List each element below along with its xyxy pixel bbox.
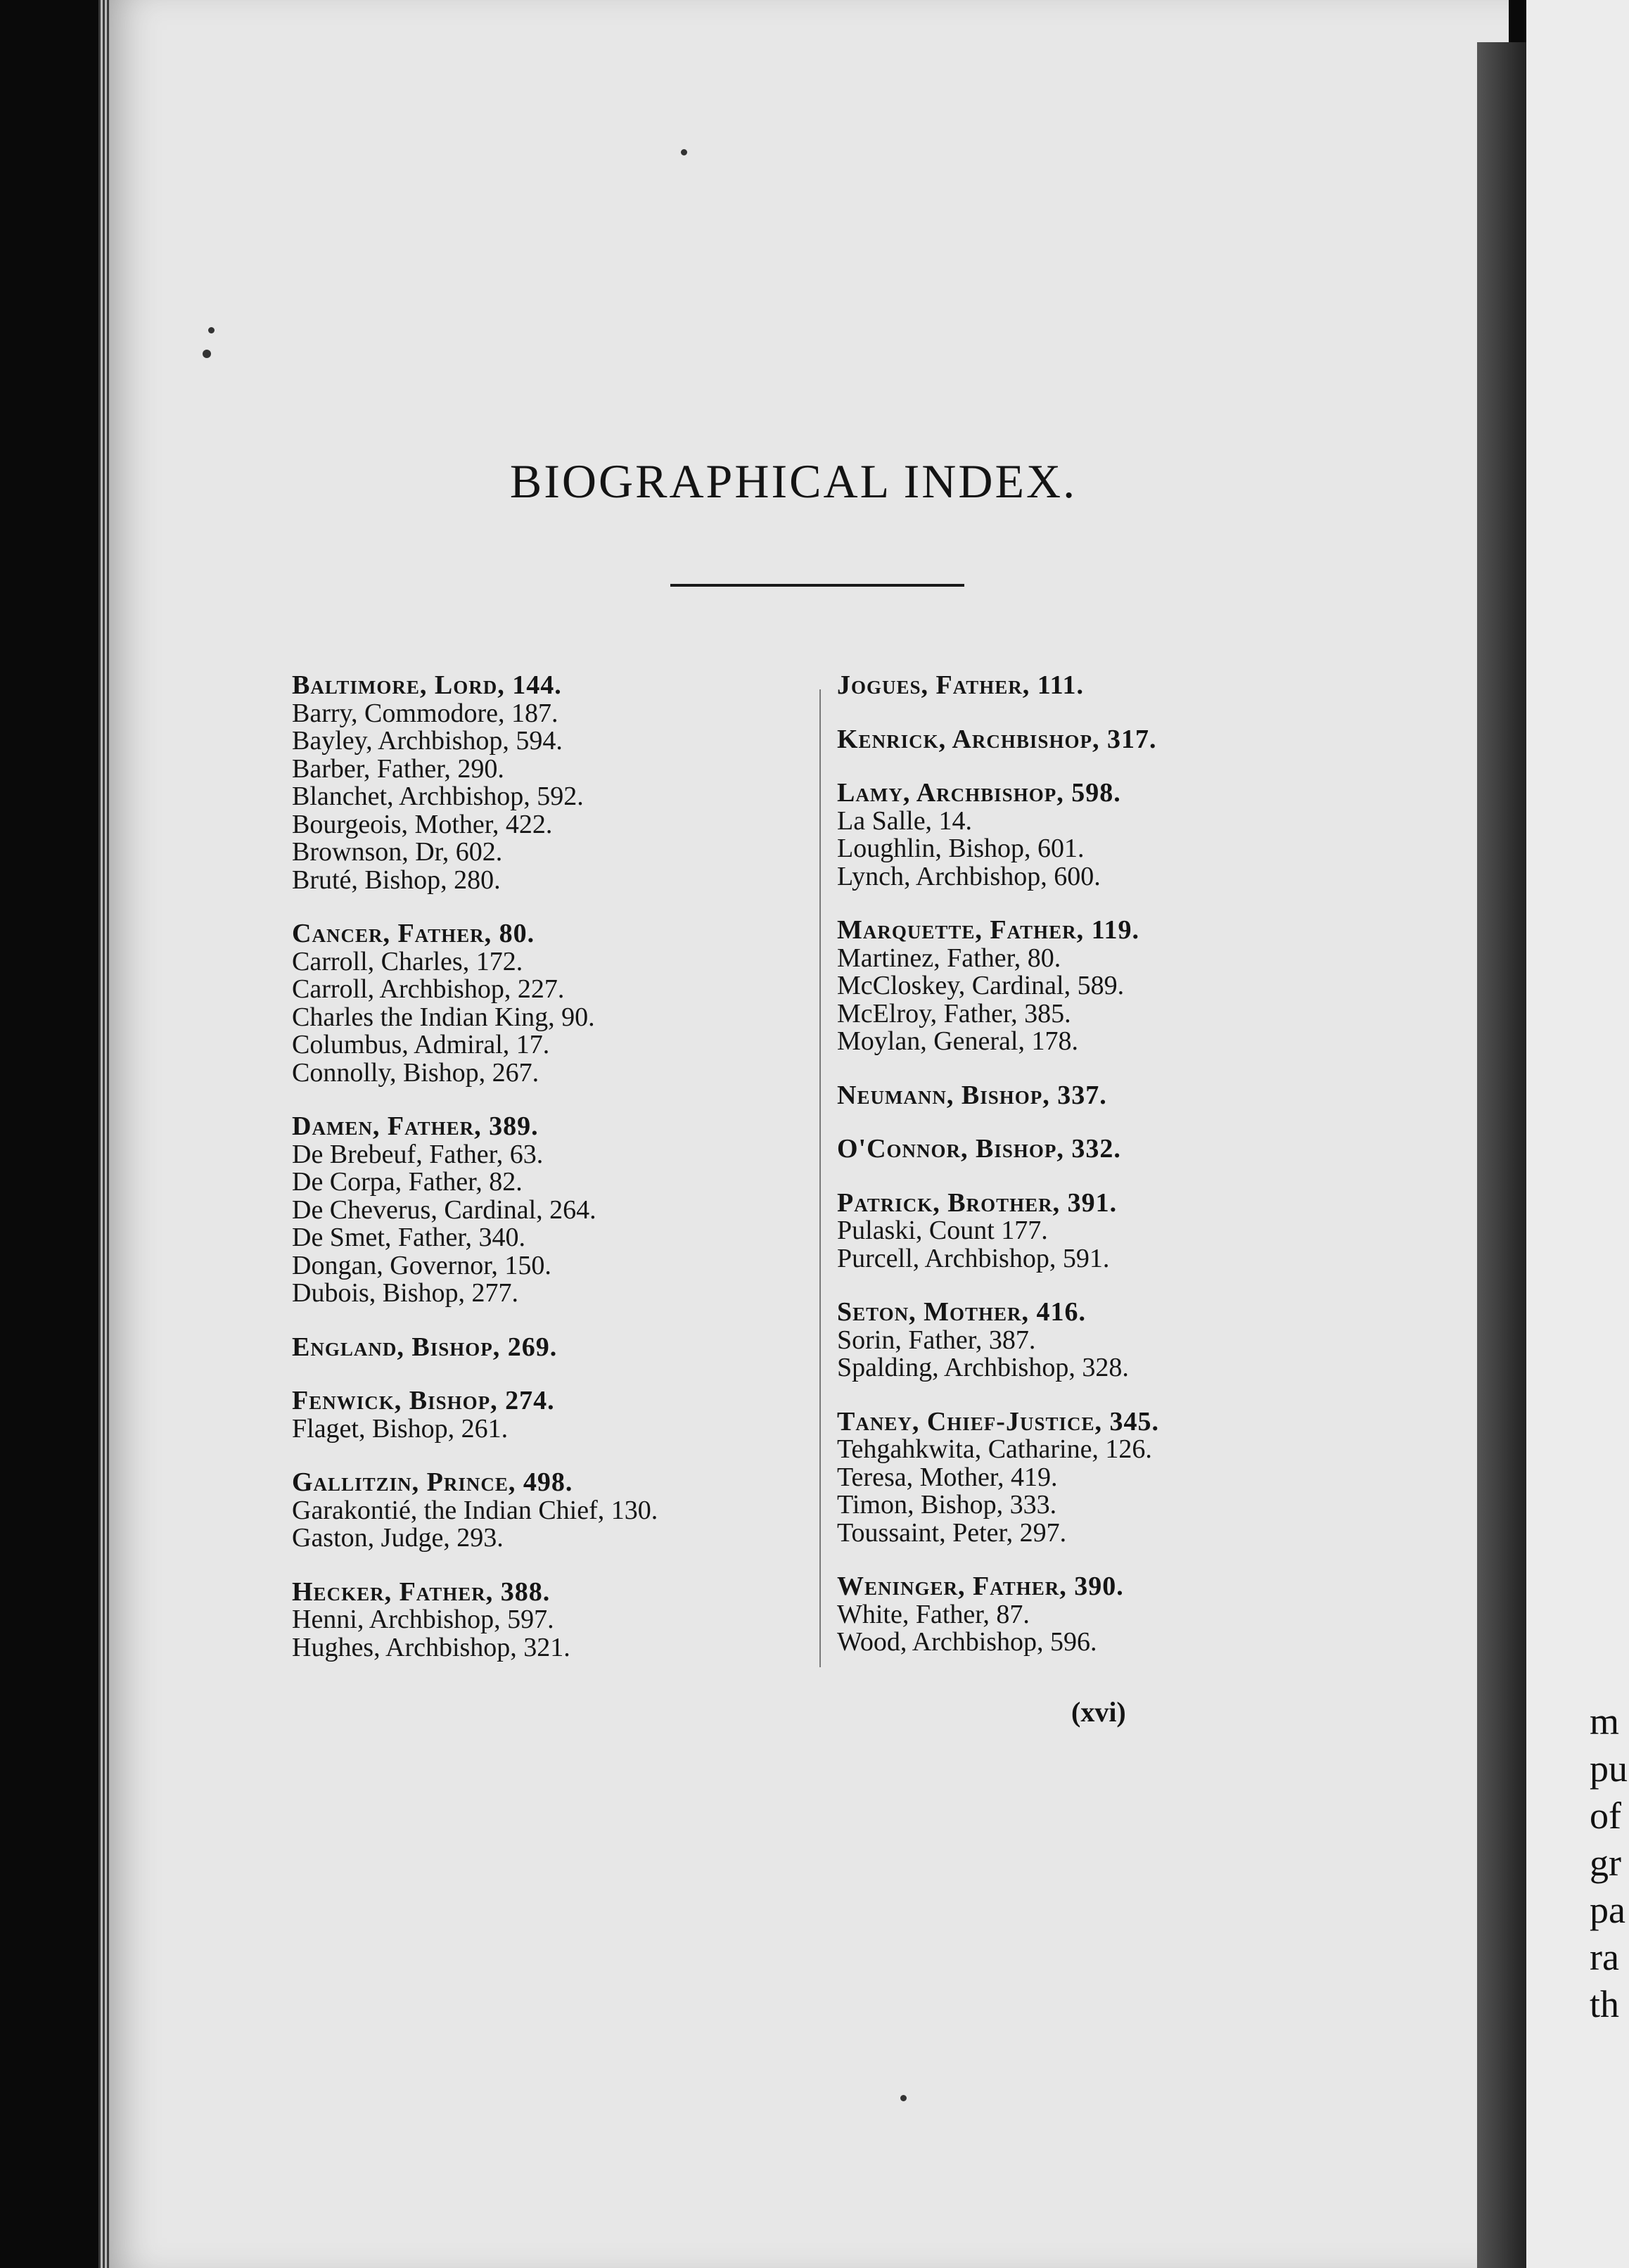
index-entry: Bayley, Archbishop, 594. bbox=[292, 726, 563, 756]
index-entry-head: Neumann, Bishop, 337. bbox=[837, 1080, 1107, 1110]
index-entry: Moylan, General, 178. bbox=[837, 1026, 1078, 1056]
index-group bbox=[292, 672, 658, 894]
facing-page-fragment: gr bbox=[1590, 1842, 1621, 1884]
index-entry: Martinez, Father, 80. bbox=[837, 943, 1061, 973]
index-entry-head: Fenwick, Bishop, 274. bbox=[292, 1386, 555, 1415]
index-entry: Garakontié, the Indian Chief, 130. bbox=[292, 1495, 658, 1525]
index-entry-head: Kenrick, Archbishop, 317. bbox=[837, 724, 1157, 754]
index-group bbox=[292, 920, 658, 1087]
index-entry: La Salle, 14. bbox=[837, 805, 973, 836]
index-group bbox=[292, 1469, 658, 1553]
index-group bbox=[837, 1187, 1159, 1273]
index-group bbox=[837, 1135, 1159, 1164]
index-entry: Charles the Indian King, 90. bbox=[292, 1002, 595, 1032]
index-entry: Pulaski, Count 177. bbox=[837, 1216, 1048, 1245]
facing-page-fragment: pu bbox=[1590, 1747, 1628, 1790]
index-column-right bbox=[837, 672, 1159, 1683]
page-number: (xvi) bbox=[1071, 1696, 1126, 1728]
index-group bbox=[837, 1573, 1159, 1657]
index-entry: Henni, Archbishop, 597. bbox=[292, 1605, 554, 1634]
index-group bbox=[837, 726, 1159, 754]
index-entry: Flaget, Bishop, 261. bbox=[292, 1413, 509, 1444]
facing-page-fragment: ra bbox=[1590, 1936, 1619, 1978]
index-entry-head: England, Bishop, 269. bbox=[292, 1332, 558, 1362]
index-entry: De Brebeuf, Father, 63. bbox=[292, 1139, 544, 1169]
index-group bbox=[292, 1334, 658, 1362]
index-entry: Columbus, Admiral, 17. bbox=[292, 1030, 550, 1059]
index-entry: McElroy, Father, 385. bbox=[837, 998, 1071, 1028]
index-entry-head: Damen, Father, 389. bbox=[292, 1111, 539, 1141]
gutter-shadow bbox=[1477, 42, 1526, 2268]
index-entry: Bruté, Bishop, 280. bbox=[292, 865, 501, 895]
title-rule bbox=[670, 584, 964, 587]
index-column-left bbox=[292, 672, 658, 1688]
index-group bbox=[837, 1408, 1159, 1548]
index-group bbox=[292, 1113, 658, 1308]
index-entry: De Corpa, Father, 82. bbox=[292, 1167, 523, 1197]
index-entry: Lynch, Archbishop, 600. bbox=[837, 861, 1101, 891]
index-entry-head: Lamy, Archbishop, 598. bbox=[837, 778, 1121, 808]
index-entry: De Cheverus, Cardinal, 264. bbox=[292, 1194, 596, 1225]
index-group bbox=[292, 1576, 658, 1662]
index-entry: Carroll, Archbishop, 227. bbox=[292, 974, 565, 1004]
index-entry: Brownson, Dr, 602. bbox=[292, 837, 503, 867]
index-entry: Bourgeois, Mother, 422. bbox=[292, 809, 553, 839]
index-entry-head: Taney, Chief-Justice, 345. bbox=[837, 1406, 1159, 1436]
index-entry: Sorin, Father, 387. bbox=[837, 1325, 1036, 1355]
index-entry: McCloskey, Cardinal, 589. bbox=[837, 971, 1125, 1000]
index-group bbox=[837, 1082, 1159, 1110]
facing-page-fragment: th bbox=[1590, 1983, 1620, 2025]
index-entry: Teresa, Mother, 419. bbox=[837, 1462, 1058, 1492]
index-group bbox=[837, 917, 1159, 1056]
facing-page bbox=[1526, 0, 1629, 2268]
index-entry: Hughes, Archbishop, 321. bbox=[292, 1632, 570, 1662]
index-entry: Spalding, Archbishop, 328. bbox=[837, 1353, 1129, 1382]
index-entry-head: O'Connor, Bishop, 332. bbox=[837, 1134, 1121, 1164]
index-entry-head: Weninger, Father, 390. bbox=[837, 1572, 1124, 1601]
index-group bbox=[837, 1299, 1159, 1382]
index-entry: Connolly, Bishop, 267. bbox=[292, 1057, 539, 1088]
index-entry: Barber, Father, 290. bbox=[292, 753, 504, 784]
index-entry: White, Father, 87. bbox=[837, 1599, 1030, 1629]
index-entry: Barry, Commodore, 187. bbox=[292, 698, 558, 728]
index-entry: Wood, Archbishop, 596. bbox=[837, 1627, 1097, 1657]
index-entry: Dongan, Governor, 150. bbox=[292, 1250, 551, 1280]
index-entry-head: Gallitzin, Prince, 498. bbox=[292, 1467, 573, 1497]
index-entry-head: Baltimore, Lord, 144. bbox=[292, 670, 562, 700]
index-entry: Dubois, Bishop, 277. bbox=[292, 1278, 518, 1308]
index-entry: Purcell, Archbishop, 591. bbox=[837, 1243, 1110, 1273]
index-entry: Toussaint, Peter, 297. bbox=[837, 1517, 1067, 1548]
index-entry: Carroll, Charles, 172. bbox=[292, 946, 523, 976]
index-entry: Timon, Bishop, 333. bbox=[837, 1490, 1057, 1520]
index-group bbox=[837, 779, 1159, 891]
page-title: BIOGRAPHICAL INDEX. bbox=[509, 454, 1078, 508]
index-entry: Tehgahkwita, Catharine, 126. bbox=[837, 1434, 1152, 1464]
index-group bbox=[292, 1387, 658, 1443]
index-entry: Gaston, Judge, 293. bbox=[292, 1523, 504, 1553]
index-entry: Blanchet, Archbishop, 592. bbox=[292, 782, 584, 811]
index-entry-head: Cancer, Father, 80. bbox=[292, 919, 535, 948]
index-entry-head: Hecker, Father, 388. bbox=[292, 1576, 551, 1607]
facing-page-fragment: m bbox=[1590, 1700, 1620, 1743]
index-entry: De Smet, Father, 340. bbox=[292, 1223, 525, 1252]
index-group bbox=[837, 672, 1159, 700]
facing-page-fragment: pa bbox=[1590, 1889, 1625, 1931]
index-entry-head: Marquette, Father, 119. bbox=[837, 915, 1140, 945]
index-entry-head: Seton, Mother, 416. bbox=[837, 1297, 1087, 1327]
index-entry-head: Jogues, Father, 111. bbox=[837, 670, 1085, 700]
speck bbox=[900, 2095, 907, 2101]
index-entry: Loughlin, Bishop, 601. bbox=[837, 834, 1085, 863]
speck bbox=[203, 350, 211, 358]
speck bbox=[681, 149, 687, 155]
facing-page-fragment: of bbox=[1590, 1795, 1621, 1837]
speck bbox=[208, 327, 215, 333]
column-divider bbox=[819, 689, 821, 1667]
index-entry-head: Patrick, Brother, 391. bbox=[837, 1187, 1118, 1218]
